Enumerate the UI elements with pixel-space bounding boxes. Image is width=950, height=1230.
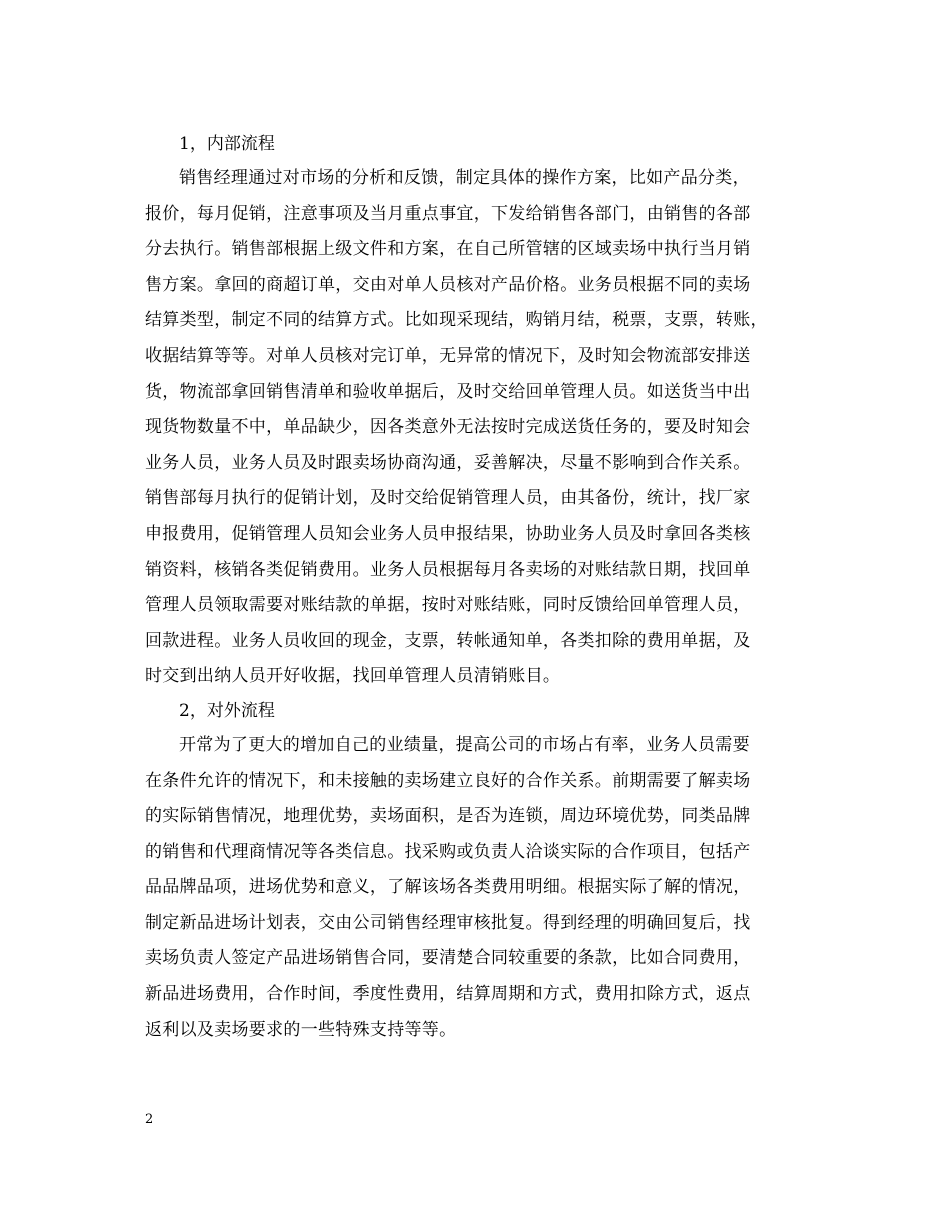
paragraph-line: 货，物流部拿回销售清单和验收单据后，及时交给回单管理人员。如送货当中出 [145, 381, 751, 402]
paragraph-line: 结算类型，制定不同的结算方式。比如现采现结，购销月结，税票，支票，转账， [145, 310, 768, 331]
paragraph-line: 收据结算等等。对单人员核对完订单，无异常的情况下，及时知会物流部安排送 [145, 345, 751, 366]
page-number: 2 [145, 1112, 154, 1127]
paragraph-line: 申报费用，促销管理人员知会业务人员申报结果，协助业务人员及时拿回各类核 [145, 523, 751, 544]
paragraph-line: 的实际销售情况，地理优势，卖场面积，是否为连锁，周边环境优势，同类品牌 [145, 806, 751, 827]
paragraph-line: 报价，每月促销，注意事项及当月重点事宜，下发给销售各部门，由销售的各部 [145, 203, 751, 224]
paragraph-line: 的销售和代理商情况等各类信息。找采购或负责人洽谈实际的合作项目，包括产 [145, 841, 751, 862]
paragraph-line: 在条件允许的情况下，和未接触的卖场建立良好的合作关系。前期需要了解卖场 [145, 770, 751, 791]
document-body [145, 128, 807, 1048]
paragraph-line: 品品牌品项，进场优势和意义，了解该场各类费用明细。根据实际了解的情况， [145, 877, 751, 898]
paragraph-line: 销售经理通过对市场的分析和反馈，制定具体的操作方案，比如产品分类， [179, 168, 750, 188]
section-heading-external-process: 2，对外流程 [179, 700, 275, 721]
paragraph-line: 开常为了更大的增加自己的业绩量，提高公司的市场占有率，业务人员需要 [179, 734, 750, 755]
paragraph-line: 回款进程。业务人员收回的现金，支票，转帐通知单，各类扣除的费用单据，及 [145, 630, 751, 651]
paragraph-line: 卖场负责人签定产品进场销售合同，要清楚合同较重要的条款，比如合同费用， [145, 948, 751, 969]
paragraph-line: 业务人员，业务人员及时跟卖场协商沟通，妥善解决，尽量不影响到合作关系。 [145, 452, 751, 473]
section-heading-internal-process: 1，内部流程 [179, 134, 275, 154]
paragraph-line: 时交到出纳人员开好收据，找回单管理人员清销账目。 [145, 666, 561, 687]
paragraph-line: 制定新品进场计划表，交由公司销售经理审核批复。得到经理的明确回复后，找 [145, 912, 751, 933]
paragraph-line: 现货物数量不中，单品缺少，因各类意外无法按时完成送货任务的，要及时知会 [145, 417, 751, 438]
paragraph-line: 返利以及卖场要求的一些特殊支持等等。 [145, 1019, 457, 1040]
paragraph-line: 销资料，核销各类促销费用。业务人员根据每月各卖场的对账结款日期，找回单 [145, 559, 751, 580]
paragraph-internal-process [145, 161, 807, 695]
paragraph-external-process [145, 728, 807, 1048]
paragraph-line: 新品进场费用，合作时间，季度性费用，结算周期和方式，费用扣除方式，返点 [145, 984, 751, 1005]
paragraph-line: 管理人员领取需要对账结款的单据，按时对账结账，同时反馈给回单管理人员， [145, 595, 751, 616]
paragraph-line: 销售部每月执行的促销计划，及时交给促销管理人员，由其备份，统计，找厂家 [145, 488, 751, 509]
paragraph-line: 售方案。拿回的商超订单，交由对单人员核对产品价格。业务员根据不同的卖场 [145, 274, 751, 295]
paragraph-line: 分去执行。销售部根据上级文件和方案，在自己所管辖的区域卖场中执行当月销 [145, 239, 751, 260]
